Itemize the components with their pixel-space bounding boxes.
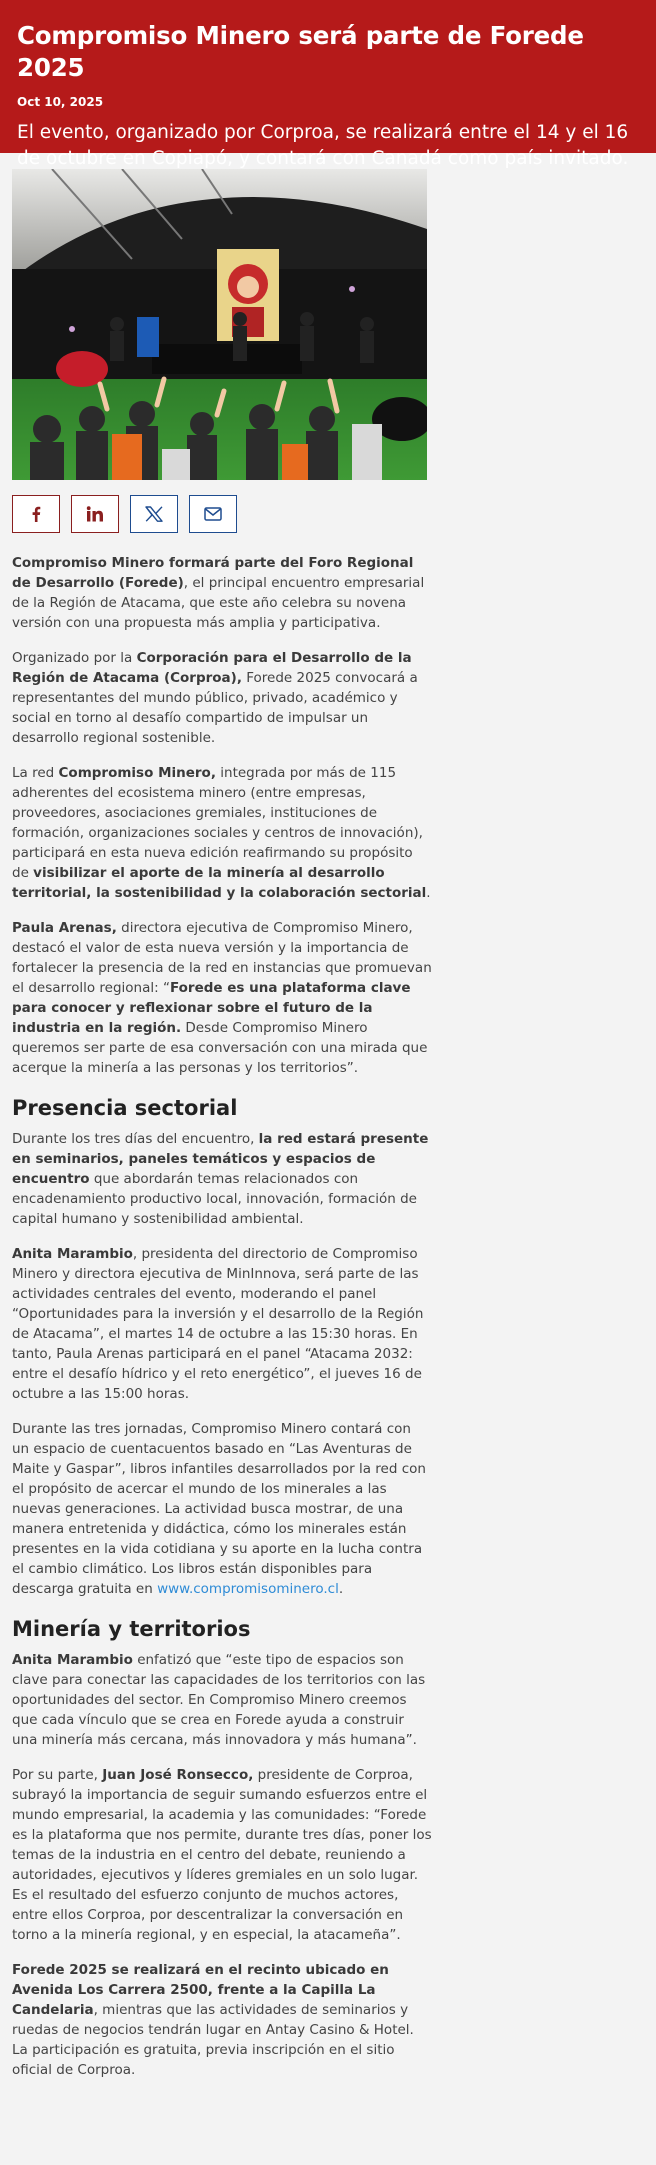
bold-text: Paula Arenas,	[12, 920, 117, 936]
x-icon	[145, 506, 163, 522]
bold-text: Compromiso Minero,	[58, 765, 216, 781]
section-heading-presencia: Presencia sectorial	[12, 1096, 238, 1120]
facebook-icon	[28, 506, 44, 522]
share-email-button[interactable]	[189, 495, 237, 533]
paragraph-intro	[12, 553, 432, 633]
text: enfatizó que “este tipo de espacios son clave para conectar las capacidades de los territorios con las oportunidades del sector. En Compromiso Minero creemos que cada vínculo que se crea en Forede ayuda a construir una minería más cercana, más innovadora y más humana”.	[12, 1652, 426, 1748]
bold-text: visibilizar el aporte de la minería al desarrollo territorial, la sostenibilidad y la colaboración sectorial	[12, 865, 427, 901]
share-x-button[interactable]	[130, 495, 178, 533]
bold-text: Anita Marambio	[12, 1652, 133, 1668]
bold-text: Anita Marambio	[12, 1246, 133, 1262]
bold-text: Forede 2025 se realizará en el recinto ubicado en Avenida Los Carrera 2500, frente a la Capilla La Candelaria	[12, 1962, 389, 2018]
section-heading-mineria: Minería y territorios	[12, 1617, 251, 1641]
paragraph-marambio-quote	[12, 1650, 432, 1750]
bold-text: Corporación para el Desarrollo de la Región de Atacama (Corproa),	[12, 650, 412, 686]
text: presidente de Corproa, subrayó la importancia de seguir sumando esfuerzos entre el mundo empresarial, la academia y las comunidades: “Forede es la plataforma que nos permite, durante tres días, poner los temas de la industria en el centro del debate, reuniendo a autoridades, ejecutivos y líderes gremiales en un solo lugar. Es el resultado del esfuerzo conjunto de muchos actores, entre ellos Corproa, por descentralizar la conversación en torno a la minería regional, y en especial, la atacameña”.	[12, 1767, 432, 1943]
text: , el principal encuentro empresarial de la Región de Atacama, que este año celebra su novena versión con una propuesta más amplia y participativa.	[12, 575, 425, 631]
bold-text: la red estará presente en seminarios, paneles temáticos y espacios de encuentro	[12, 1131, 429, 1187]
paragraph-network	[12, 763, 432, 903]
text: , mientras que las actividades de seminarios y ruedas de negocios tendrán lugar en Antay Casino & Hotel. La participación es gratuita, previa inscripción en el sitio oficial de Corproa.	[12, 2002, 414, 2078]
text: directora ejecutiva de Compromiso Minero, destacó el valor de esta nueva versión y la importancia de fortalecer la presencia de la red en instancias que promuevan el desarrollo regional: “	[12, 920, 432, 996]
paragraph-organizer	[12, 648, 432, 748]
paragraph-presence	[12, 1129, 432, 1229]
paragraph-venue	[12, 1960, 432, 2080]
text: .	[426, 885, 431, 901]
text: La red	[12, 765, 59, 781]
linkedin-icon	[86, 506, 104, 522]
paragraph-anita-marambio	[12, 1244, 432, 1404]
article-body	[12, 553, 432, 2095]
paragraph-paula-arenas	[12, 918, 432, 1078]
text: integrada por más de 115 adherentes del ecosistema minero (entre empresas, proveedores, asociaciones gremiales, instituciones de formación, organizaciones sociales y centros de innovación), participará en esta nueva edición reafirmando su propósito de	[12, 765, 423, 881]
article-header	[0, 0, 656, 169]
text: Forede 2025 convocará a representantes del mundo público, privado, académico y social en torno al desafío compartido de impulsar un desarrollo regional sostenible.	[12, 670, 418, 746]
paragraph-ronsecco	[12, 1765, 432, 1945]
text: Organizado por la	[12, 650, 137, 666]
bold-text: Compromiso Minero formará parte del Foro Regional de Desarrollo (Forede)	[12, 555, 414, 591]
text: Desde Compromiso Minero queremos ser parte de esa conversación con una mirada que acerque la minería a las personas y los territorios”.	[12, 1020, 428, 1076]
bold-text: Juan José Ronsecco,	[102, 1767, 254, 1783]
article-lead: El evento, organizado por Corproa, se realizará entre el 14 y el 16 de octubre en Copiapó, y contará con Canadá como país invitado.	[17, 122, 629, 169]
website-link[interactable]: www.compromisominero.cl	[157, 1581, 339, 1597]
article-photo	[12, 169, 427, 480]
share-linkedin-button[interactable]	[71, 495, 119, 533]
share-bar	[12, 495, 237, 533]
bold-text: Forede es una plataforma clave para conocer y reflexionar sobre el futuro de la industria en la región.	[12, 980, 411, 1036]
text: Durante las tres jornadas, Compromiso Minero contará con un espacio de cuentacuentos basado en “Las Aventuras de Maite y Gaspar”, libros infantiles desarrollados por la red con el propósito de acercar el mundo de los minerales a las nuevas generaciones. La actividad busca mostrar, de una manera entretenida y didáctica, cómo los minerales están presentes en la vida cotidiana y su aporte en la lucha contra el cambio climático. Los libros están disponibles para descarga gratuita en	[12, 1421, 426, 1597]
email-icon	[204, 507, 222, 521]
text: Por su parte,	[12, 1767, 103, 1783]
text: , presidenta del directorio de Compromiso Minero y directora ejecutiva de MinInnova, será parte de las actividades centrales del evento, moderando el panel “Oportunidades para la inversión y el desarrollo de la Región de Atacama”, el martes 14 de octubre a las 15:30 horas. En tanto, Paula Arenas participará en el panel “Atacama 2032: entre el desafío hídrico y el reto energético”, el jueves 16 de octubre a las 15:00 horas.	[12, 1246, 424, 1402]
text: .	[338, 1581, 344, 1597]
share-facebook-button[interactable]	[12, 495, 60, 533]
article-date: Oct 10, 2025	[17, 95, 104, 109]
article-title: Compromiso Minero será parte de Forede 2025	[17, 21, 584, 82]
event-photo-illustration	[12, 169, 427, 480]
text: Durante los tres días del encuentro,	[12, 1131, 259, 1147]
text: que abordarán temas relacionados con encadenamiento productivo local, innovación, formación de capital humano y sostenibilidad ambiental.	[12, 1171, 417, 1227]
paragraph-storytelling	[12, 1419, 432, 1599]
